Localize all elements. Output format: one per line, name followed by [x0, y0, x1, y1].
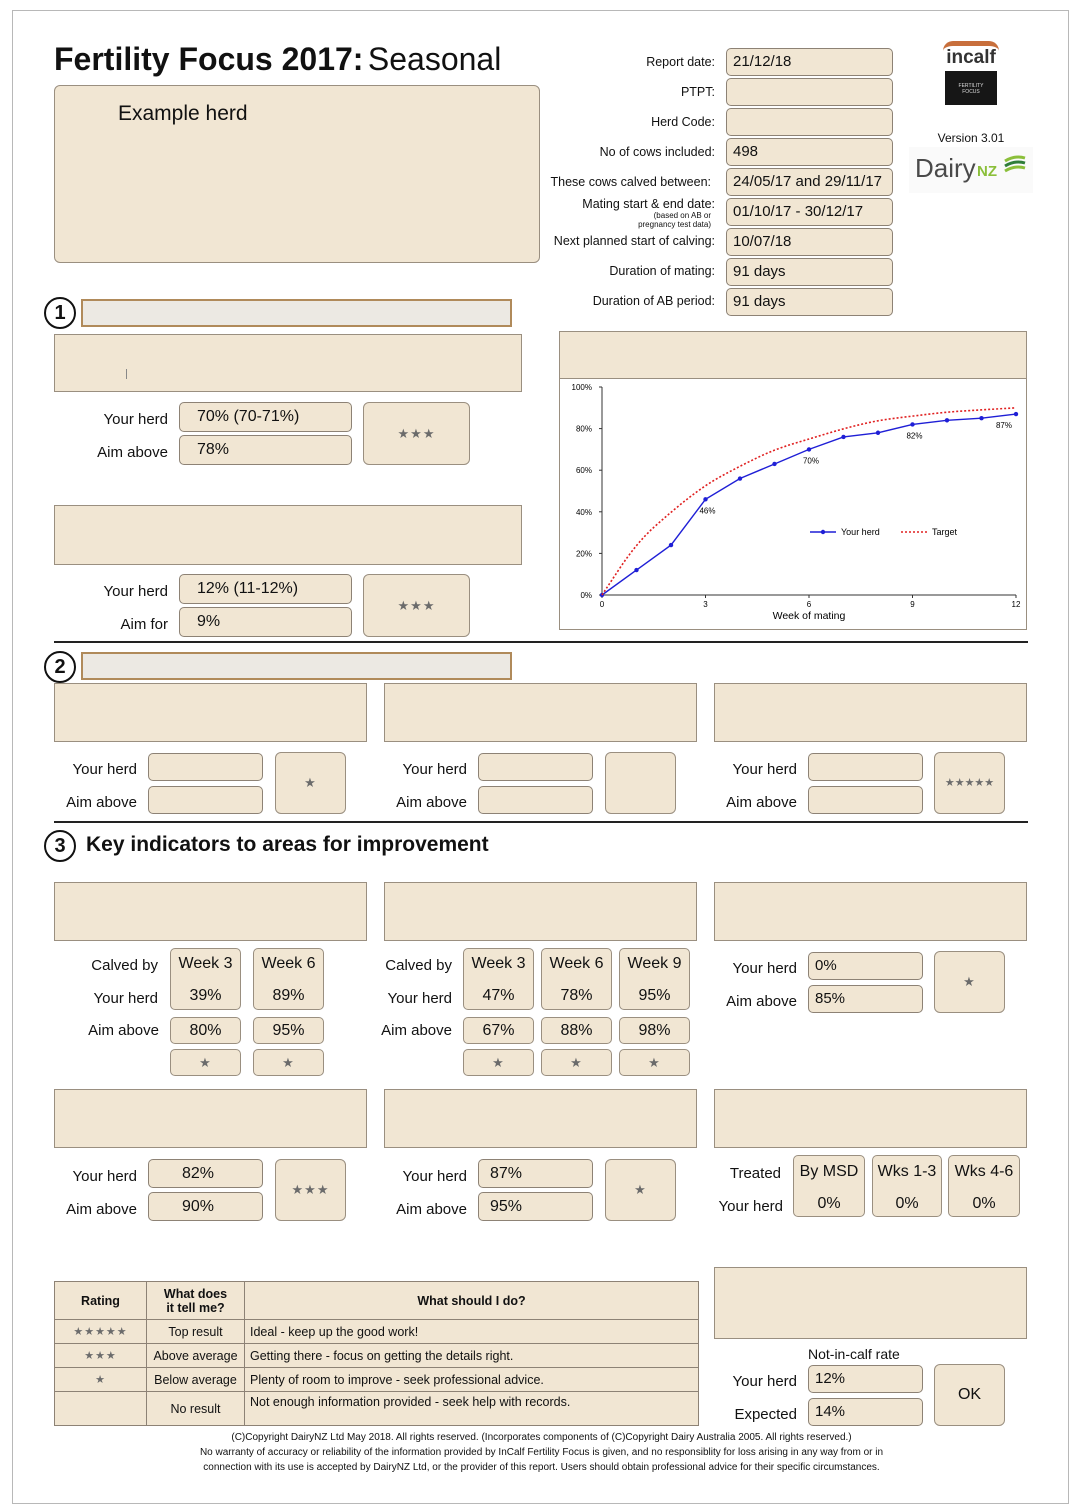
series-your-herd-line [602, 414, 1016, 595]
s3-treated-col-1-value: 0% [817, 1195, 841, 1212]
s1a-your-herd-label: Your herd [103, 411, 168, 428]
s1a-rating: ★★★ [363, 402, 470, 465]
s2-1-rating: ★ [275, 752, 346, 814]
footer-disclaimer-2: connection with its use is accepted by DairyNZ Ltd, or the provider of this report. Users should obtain professional advice for their specific circumstances. [203, 1462, 880, 1473]
chart-x-label: Week of mating [772, 610, 846, 622]
s3a-calved-by-label: Calved by [91, 957, 158, 974]
key-row [55, 1368, 699, 1392]
legend-your-herd-label: Your herd [841, 527, 880, 537]
herd-code-label: Herd Code: [651, 115, 715, 129]
s3-treated-col-2 [872, 1155, 942, 1217]
s3c-aim-label: Aim above [726, 993, 797, 1010]
s3-block-c-header [714, 882, 1027, 941]
s3-treated-col-2-value: 0% [895, 1195, 919, 1212]
key-row-2-action: Getting there - focus on getting the details right. [245, 1344, 699, 1368]
dairynz-swoosh-icon [1003, 155, 1027, 173]
s3b-week-2-label: Week 6 [549, 955, 604, 972]
y-tick-label: 80% [575, 424, 592, 434]
s3b-week-2-rating: ★ [541, 1049, 612, 1076]
s3b-week-1-cell [463, 948, 534, 1010]
s2-2-your-herd-field [478, 753, 593, 781]
s2-1-aim-field [148, 786, 263, 814]
s2-1-aim-label: Aim above [66, 794, 137, 811]
series-your-herd-point [807, 447, 811, 451]
key-row-2-stars: ★★★ [55, 1344, 147, 1368]
key-row-1-action: Ideal - keep up the good work! [245, 1320, 699, 1344]
key-row-4-stars [55, 1392, 147, 1426]
s3-block-e-header [384, 1089, 697, 1148]
s1b-aim-label: Aim for [120, 616, 168, 633]
s1a-your-herd-field: 70% (70-71%) [179, 402, 352, 432]
calved-between-field: 24/05/17 and 29/11/17 [726, 168, 893, 196]
s3b-week-3-herd: 95% [638, 987, 671, 1004]
next-calving-label: Next planned start of calving: [553, 234, 715, 248]
s3b-week-1-label: Week 3 [471, 955, 526, 972]
s3-treated-col-3-head: Wks 4-6 [954, 1163, 1014, 1180]
x-tick-label: 0 [599, 600, 605, 609]
s3a-week-1-label: Week 3 [178, 955, 233, 972]
s3-treated-your-herd-label: Your herd [718, 1198, 783, 1215]
s3a-week-1-rating: ★ [170, 1049, 241, 1076]
next-calving-field: 10/07/18 [726, 228, 893, 256]
report-page [12, 10, 1069, 1504]
dairynz-logo [909, 147, 1033, 193]
s3c-aim-field: 85% [808, 985, 923, 1013]
section-1-title-box [81, 299, 512, 327]
s2-2-rating [605, 752, 676, 814]
s3d-rating: ★★★ [275, 1159, 346, 1221]
y-tick-label: 100% [571, 383, 592, 392]
series-your-herd-point [1014, 412, 1018, 416]
chart-header [559, 331, 1027, 379]
mating-dates-sub1: (based on AB or [653, 211, 711, 220]
s3a-week-2-herd: 89% [272, 987, 305, 1004]
series-target-line [602, 408, 1016, 595]
data-label: 82% [906, 431, 923, 441]
series-your-herd-point [876, 431, 880, 435]
divider-2 [54, 821, 1028, 823]
key-head-what-2: it tell me? [166, 1300, 225, 1315]
series-your-herd-point [703, 497, 707, 501]
s3e-your-herd-field: 87% [478, 1159, 593, 1188]
key-row-4-action: Not enough information provided - seek help with records. [245, 1392, 699, 1426]
key-row-3-action: Plenty of room to improve - seek professional advice. [245, 1368, 699, 1392]
duration-mating-field: 91 days [726, 258, 893, 286]
s3a-your-herd-label: Your herd [93, 990, 158, 1007]
legend-target-label: Target [932, 527, 958, 537]
s3-block-d-header [54, 1089, 367, 1148]
s3b-week-3-aim: 98% [619, 1017, 690, 1044]
s2-2-your-herd-label: Your herd [402, 761, 467, 778]
not-in-calf-header [714, 1267, 1027, 1339]
s3-treated-col-2-head: Wks 1-3 [877, 1163, 937, 1180]
s3a-week-1-herd: 39% [189, 987, 222, 1004]
x-tick-label: 6 [806, 600, 812, 609]
s3d-aim-field: 90% [148, 1192, 263, 1221]
series-your-herd-point [945, 418, 949, 422]
s3-treated-col-3 [948, 1155, 1020, 1217]
chart [560, 379, 1026, 629]
s3-treated-label: Treated [729, 1165, 781, 1182]
s1b-rating: ★★★ [363, 574, 470, 637]
footer-copyright: (C)Copyright DairyNZ Ltd May 2018. All rights reserved. (Incorporates components of (C)Copyright Dairy Australia 2005. All rights reserved.) [231, 1432, 852, 1443]
s3-treated-header [714, 1089, 1027, 1148]
series-your-herd-point [772, 462, 776, 466]
s2-2-aim-label: Aim above [396, 794, 467, 811]
ptpt-field [726, 78, 893, 106]
incalf-logo-text: incalf [946, 47, 996, 68]
s3-treated-col-1-head: By MSD [799, 1163, 859, 1180]
mating-dates-sub2: pregnancy test data) [638, 220, 711, 229]
herd-code-field [726, 108, 893, 136]
s2-2-aim-field [478, 786, 593, 814]
s3b-week-3-rating: ★ [619, 1049, 690, 1076]
s1a-aim-label: Aim above [97, 444, 168, 461]
chart-legend [810, 527, 958, 537]
version-label: Version 3.01 [937, 131, 1005, 145]
x-tick-label: 3 [703, 600, 708, 609]
key-row [55, 1344, 699, 1368]
dairynz-logo-sub: NZ [977, 163, 997, 180]
s3a-aim-label: Aim above [88, 1022, 159, 1039]
s1b-your-herd-label: Your herd [103, 583, 168, 600]
s3c-rating: ★ [934, 951, 1005, 1013]
s2-1-your-herd-label: Your herd [72, 761, 137, 778]
cows-label: No of cows included: [599, 145, 715, 159]
title-bold: Fertility Focus 2017: [54, 41, 364, 77]
s3c-your-herd-label: Your herd [732, 960, 797, 977]
s2-1-your-herd-field [148, 753, 263, 781]
s3e-aim-field: 95% [478, 1192, 593, 1221]
s3-treated-col-1 [793, 1155, 865, 1217]
key-head-what [147, 1282, 245, 1320]
s2-3-aim-label: Aim above [726, 794, 797, 811]
s3b-week-1-rating: ★ [463, 1049, 534, 1076]
s2-block-1-header [54, 683, 367, 742]
key-head-rating: Rating [55, 1282, 147, 1320]
s2-3-your-herd-field [808, 753, 923, 781]
s3d-your-herd-field: 82% [148, 1159, 263, 1188]
y-tick-label: 60% [575, 466, 592, 476]
s3b-week-1-aim: 67% [463, 1017, 534, 1044]
s1b-your-herd-field: 12% (11-12%) [179, 574, 352, 604]
series-your-herd-point [738, 476, 742, 480]
key-head-do: What should I do? [245, 1282, 699, 1320]
cows-field: 498 [726, 138, 893, 166]
y-tick-label: 0% [580, 591, 592, 600]
s3b-week-2-herd: 78% [560, 987, 593, 1004]
mating-dates-field: 01/10/17 - 30/12/17 [726, 198, 893, 226]
s2-3-rating: ★★★★★ [934, 752, 1005, 814]
key-head-what-1: What does [163, 1286, 228, 1301]
s3a-week-2-cell [253, 948, 324, 1010]
title-light: Seasonal [367, 41, 502, 77]
key-row-3-stars: ★ [55, 1368, 147, 1392]
section-2-title-box [81, 652, 512, 680]
s3e-your-herd-label: Your herd [402, 1168, 467, 1185]
report-date-field: 21/12/18 [726, 48, 893, 76]
s3d-aim-label: Aim above [66, 1201, 137, 1218]
s3c-your-herd-field: 0% [808, 952, 923, 980]
section-3-number: 3 [44, 830, 76, 862]
s1-block-b-header [54, 505, 522, 565]
s3a-week-1-cell [170, 948, 241, 1010]
series-your-herd-point [669, 543, 673, 547]
data-label: 46% [699, 506, 716, 516]
series-your-herd-point [979, 416, 983, 420]
section-1-number: 1 [44, 297, 76, 329]
section-2-number: 2 [44, 651, 76, 683]
s3b-week-2-cell [541, 948, 612, 1010]
report-date-label: Report date: [646, 55, 715, 69]
series-your-herd-point [910, 422, 914, 426]
key-header-row [55, 1282, 699, 1320]
s3d-your-herd-label: Your herd [72, 1168, 137, 1185]
page-title [54, 41, 501, 78]
x-tick-label: 12 [1011, 600, 1021, 609]
herd-name: Example herd [118, 102, 248, 125]
s3a-week-2-rating: ★ [253, 1049, 324, 1076]
key-row-1-stars: ★★★★★ [55, 1320, 147, 1344]
key-row [55, 1320, 699, 1344]
duration-ab-field: 91 days [726, 288, 893, 316]
s3b-calved-by-label: Calved by [385, 957, 452, 974]
s1b-aim-field: 9% [179, 607, 352, 637]
dairynz-logo-text: Dairy [915, 153, 976, 183]
s3-calved-b-header [384, 882, 697, 941]
s3b-week-1-herd: 47% [482, 987, 515, 1004]
key-row [55, 1392, 699, 1426]
s3-treated-col-3-value: 0% [972, 1195, 996, 1212]
s2-block-3-header [714, 683, 1027, 742]
not-in-calf-your-herd-field: 12% [808, 1365, 923, 1393]
key-row-2-means: Above average [147, 1344, 245, 1368]
series-your-herd-point [841, 435, 845, 439]
incalf-logo-sub2: FOCUS [962, 89, 980, 95]
y-tick-label: 20% [575, 549, 592, 559]
chart-frame [559, 331, 1027, 630]
ptpt-label: PTPT: [680, 85, 715, 99]
key-row-1-means: Top result [147, 1320, 245, 1344]
data-label: 70% [802, 456, 820, 466]
s1a-aim-field: 78% [179, 435, 352, 465]
x-tick-label: 9 [910, 600, 915, 609]
not-in-calf-title: Not-in-calf rate [808, 1346, 900, 1362]
not-in-calf-status: OK [934, 1364, 1005, 1426]
s3a-week-1-aim: 80% [170, 1017, 241, 1044]
s1-block-a-header [54, 334, 522, 392]
s2-3-your-herd-label: Your herd [732, 761, 797, 778]
s3e-aim-label: Aim above [396, 1201, 467, 1218]
footer-disclaimer-1: No warranty of accuracy or reliability of the information provided by InCalf Fertility Focus is given, and no responsiblity for loss arising in any way from or in [199, 1447, 884, 1458]
rating-key-table [54, 1281, 699, 1426]
s3-calved-a-header [54, 882, 367, 941]
duration-ab-label: Duration of AB period: [592, 294, 715, 308]
s3b-your-herd-label: Your herd [387, 990, 452, 1007]
s3e-rating: ★ [605, 1159, 676, 1221]
s2-3-aim-field [808, 786, 923, 814]
series-your-herd-point [634, 568, 638, 572]
duration-mating-label: Duration of mating: [609, 264, 715, 278]
data-label: 87% [995, 421, 1013, 431]
mating-dates-label: Mating start & end date: [582, 197, 715, 211]
s3b-aim-label: Aim above [381, 1022, 452, 1039]
calved-between-label: These cows calved between: [550, 175, 711, 189]
incalf-logo [943, 41, 999, 105]
s3a-week-2-aim: 95% [253, 1017, 324, 1044]
not-in-calf-expected-field: 14% [808, 1398, 923, 1426]
divider-1 [54, 641, 1028, 643]
s3b-week-3-cell [619, 948, 690, 1010]
incalf-logo-sub1: FERTILITY [958, 83, 984, 89]
legend-your-herd-marker [821, 530, 825, 534]
s3a-week-2-label: Week 6 [261, 955, 316, 972]
not-in-calf-expected-label: Expected [734, 1406, 797, 1423]
s3b-week-3-label: Week 9 [627, 955, 682, 972]
s3b-week-2-aim: 88% [541, 1017, 612, 1044]
not-in-calf-your-herd-label: Your herd [732, 1373, 797, 1390]
s2-block-2-header [384, 683, 697, 742]
section-3-title: Key indicators to areas for improvement [86, 833, 489, 856]
key-row-4-means: No result [147, 1392, 245, 1426]
key-row-3-means: Below average [147, 1368, 245, 1392]
y-tick-label: 40% [575, 507, 592, 517]
